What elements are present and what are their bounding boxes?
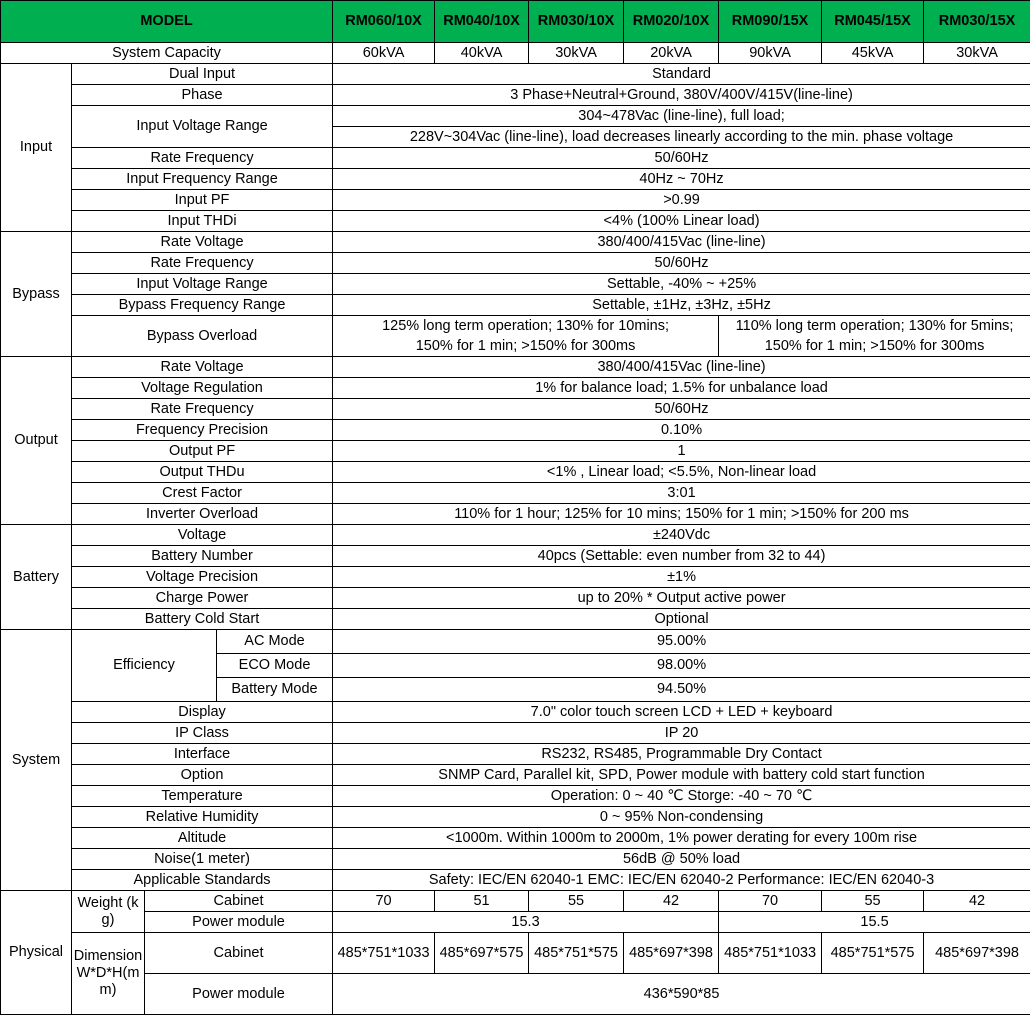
table-row	[1, 357, 1030, 378]
weight-cabinet-value: 70	[719, 891, 822, 912]
row-value: 56dB @ 50% load	[333, 849, 1030, 870]
capacity-value: 30kVA	[529, 43, 624, 64]
model-name: RM060/10X	[333, 1, 435, 43]
table-row	[1, 232, 1030, 253]
row-label: Battery Cold Start	[72, 609, 333, 630]
row-label: Bypass Frequency Range	[72, 295, 333, 316]
dim-cabinet-value: 485*697*575	[435, 933, 529, 974]
table-row	[1, 441, 1030, 462]
row-label: Noise(1 meter)	[72, 849, 333, 870]
weight-module-value: 15.5	[719, 912, 1030, 933]
table-row	[1, 420, 1030, 441]
dimension-label: Dimension W*D*H(mm)	[72, 933, 145, 1015]
table-row	[1, 849, 1030, 870]
row-value: <1000m. Within 1000m to 2000m, 1% power derating for every 100m rise	[333, 828, 1030, 849]
table-row	[1, 630, 1030, 654]
model-name: RM090/15X	[719, 1, 822, 43]
row-value: 380/400/415Vac (line-line)	[333, 232, 1030, 253]
row-label: Voltage Regulation	[72, 378, 333, 399]
row-label: Dual Input	[72, 64, 333, 85]
table-row	[1, 504, 1030, 525]
table-row	[1, 211, 1030, 232]
row-value: 125% long term operation; 130% for 10mins;	[333, 316, 719, 337]
dim-cabinet-value: 485*751*1033	[719, 933, 822, 974]
table-row	[1, 567, 1030, 588]
row-value: 304~478Vac (line-line), full load;	[333, 106, 1030, 127]
row-label: Rate Frequency	[72, 253, 333, 274]
table-row	[1, 253, 1030, 274]
capacity-value: 60kVA	[333, 43, 435, 64]
row-label: Inverter Overload	[72, 504, 333, 525]
row-value: RS232, RS485, Programmable Dry Contact	[333, 744, 1030, 765]
weight-cabinet-value: 55	[822, 891, 924, 912]
row-value: 7.0" color touch screen LCD + LED + keyboard	[333, 702, 1030, 723]
row-value: 1% for balance load; 1.5% for unbalance load	[333, 378, 1030, 399]
row-value: 40Hz ~ 70Hz	[333, 169, 1030, 190]
row-label: Bypass Overload	[72, 316, 333, 357]
row-label: Temperature	[72, 786, 333, 807]
row-label: IP Class	[72, 723, 333, 744]
row-value: Operation: 0 ~ 40 ℃ Storge: -40 ~ 70 ℃	[333, 786, 1030, 807]
row-label: Battery Number	[72, 546, 333, 567]
row-sublabel: Cabinet	[145, 933, 333, 974]
row-label: Option	[72, 765, 333, 786]
model-name: RM030/15X	[924, 1, 1030, 43]
row-label: Frequency Precision	[72, 420, 333, 441]
table-row	[1, 974, 1030, 1015]
capacity-value: 40kVA	[435, 43, 529, 64]
row-value: 50/60Hz	[333, 399, 1030, 420]
row-label: Voltage	[72, 525, 333, 546]
table-row	[1, 744, 1030, 765]
table-row	[1, 148, 1030, 169]
dim-cabinet-value: 485*751*575	[822, 933, 924, 974]
row-label: Output PF	[72, 441, 333, 462]
row-value: 110% long term operation; 130% for 5mins;	[719, 316, 1030, 337]
model-label: MODEL	[1, 1, 333, 43]
row-value: ±1%	[333, 567, 1030, 588]
model-name: RM040/10X	[435, 1, 529, 43]
dim-cabinet-value: 485*751*1033	[333, 933, 435, 974]
section-label-input: Input	[1, 64, 72, 232]
table-row	[1, 295, 1030, 316]
table-row	[1, 870, 1030, 891]
row-value: 380/400/415Vac (line-line)	[333, 357, 1030, 378]
row-sublabel: Cabinet	[145, 891, 333, 912]
section-label-output: Output	[1, 357, 72, 525]
table-row	[1, 274, 1030, 295]
table-row	[1, 702, 1030, 723]
row-label: Rate Frequency	[72, 148, 333, 169]
table-row	[1, 609, 1030, 630]
row-label: Voltage Precision	[72, 567, 333, 588]
table-row	[1, 807, 1030, 828]
row-sublabel: Battery Mode	[217, 678, 333, 702]
row-value: 94.50%	[333, 678, 1030, 702]
row-sublabel: ECO Mode	[217, 654, 333, 678]
row-label: Input PF	[72, 190, 333, 211]
row-value: 110% for 1 hour; 125% for 10 mins; 150% for 1 min; >150% for 200 ms	[333, 504, 1030, 525]
row-value: Standard	[333, 64, 1030, 85]
weight-cabinet-value: 42	[624, 891, 719, 912]
dim-cabinet-value: 485*751*575	[529, 933, 624, 974]
weight-label: Weight (kg)	[72, 891, 145, 933]
row-label: Input Frequency Range	[72, 169, 333, 190]
row-value: up to 20% * Output active power	[333, 588, 1030, 609]
table-row	[1, 462, 1030, 483]
dim-module-value: 436*590*85	[333, 974, 1030, 1015]
row-value: 1	[333, 441, 1030, 462]
row-label: Display	[72, 702, 333, 723]
row-label: Input THDi	[72, 211, 333, 232]
row-label: System Capacity	[1, 43, 333, 64]
section-label-battery: Battery	[1, 525, 72, 630]
table-row	[1, 106, 1030, 127]
row-value: 150% for 1 min; >150% for 300ms	[719, 336, 1030, 357]
section-label-system: System	[1, 630, 72, 891]
row-label: Charge Power	[72, 588, 333, 609]
row-value: Optional	[333, 609, 1030, 630]
weight-cabinet-value: 70	[333, 891, 435, 912]
dim-cabinet-value: 485*697*398	[624, 933, 719, 974]
table-row	[1, 190, 1030, 211]
table-row	[1, 588, 1030, 609]
row-value: <4% (100% Linear load)	[333, 211, 1030, 232]
row-value: >0.99	[333, 190, 1030, 211]
row-value: Settable, ±1Hz, ±3Hz, ±5Hz	[333, 295, 1030, 316]
row-value: 0 ~ 95% Non-condensing	[333, 807, 1030, 828]
table-row	[1, 912, 1030, 933]
row-label: Rate Voltage	[72, 232, 333, 253]
row-label: Input Voltage Range	[72, 274, 333, 295]
row-value: SNMP Card, Parallel kit, SPD, Power module with battery cold start function	[333, 765, 1030, 786]
row-value: Settable, -40% ~ +25%	[333, 274, 1030, 295]
table-row	[1, 723, 1030, 744]
row-sublabel: AC Mode	[217, 630, 333, 654]
row-sublabel: Power module	[145, 912, 333, 933]
row-label: Relative Humidity	[72, 807, 333, 828]
row-label: Applicable Standards	[72, 870, 333, 891]
row-value: <1% , Linear load; <5.5%, Non-linear load	[333, 462, 1030, 483]
model-name: RM030/10X	[529, 1, 624, 43]
capacity-value: 30kVA	[924, 43, 1030, 64]
row-label: Crest Factor	[72, 483, 333, 504]
table-row	[1, 399, 1030, 420]
row-label: Efficiency	[72, 630, 217, 702]
table-row	[1, 828, 1030, 849]
row-value: 228V~304Vac (line-line), load decreases linearly according to the min. phase voltage	[333, 127, 1030, 148]
row-label: Rate Voltage	[72, 357, 333, 378]
weight-cabinet-value: 55	[529, 891, 624, 912]
model-name: RM045/15X	[822, 1, 924, 43]
weight-cabinet-value: 42	[924, 891, 1030, 912]
capacity-value: 90kVA	[719, 43, 822, 64]
row-label: Altitude	[72, 828, 333, 849]
weight-module-value: 15.3	[333, 912, 719, 933]
table-row	[1, 786, 1030, 807]
row-value: 98.00%	[333, 654, 1030, 678]
table-row	[1, 525, 1030, 546]
row-sublabel: Power module	[145, 974, 333, 1015]
row-value: IP 20	[333, 723, 1030, 744]
row-value: Safety: IEC/EN 62040-1 EMC: IEC/EN 62040-2 Performance: IEC/EN 62040-3	[333, 870, 1030, 891]
row-label: Input Voltage Range	[72, 106, 333, 148]
row-value: 95.00%	[333, 630, 1030, 654]
row-label: Rate Frequency	[72, 399, 333, 420]
table-row	[1, 891, 1030, 912]
dim-cabinet-value: 485*697*398	[924, 933, 1030, 974]
table-row	[1, 316, 1030, 337]
section-label-physical: Physical	[1, 891, 72, 1015]
table-row	[1, 64, 1030, 85]
row-label: Interface	[72, 744, 333, 765]
table-row	[1, 933, 1030, 974]
row-value: 3 Phase+Neutral+Ground, 380V/400V/415V(line-line)	[333, 85, 1030, 106]
row-value: 150% for 1 min; >150% for 300ms	[333, 336, 719, 357]
row-value: 50/60Hz	[333, 253, 1030, 274]
capacity-value: 20kVA	[624, 43, 719, 64]
table-row	[1, 378, 1030, 399]
capacity-value: 45kVA	[822, 43, 924, 64]
row-value: ±240Vdc	[333, 525, 1030, 546]
table-row	[1, 546, 1030, 567]
section-label-bypass: Bypass	[1, 232, 72, 357]
weight-cabinet-value: 51	[435, 891, 529, 912]
table-row	[1, 483, 1030, 504]
capacity-row	[1, 43, 1030, 64]
row-value: 50/60Hz	[333, 148, 1030, 169]
row-value: 3:01	[333, 483, 1030, 504]
table-row	[1, 765, 1030, 786]
table-row	[1, 169, 1030, 190]
row-value: 40pcs (Settable: even number from 32 to 44)	[333, 546, 1030, 567]
model-name: RM020/10X	[624, 1, 719, 43]
row-label: Phase	[72, 85, 333, 106]
table-row	[1, 85, 1030, 106]
row-label: Output THDu	[72, 462, 333, 483]
row-value: 0.10%	[333, 420, 1030, 441]
header-row	[1, 1, 1030, 43]
